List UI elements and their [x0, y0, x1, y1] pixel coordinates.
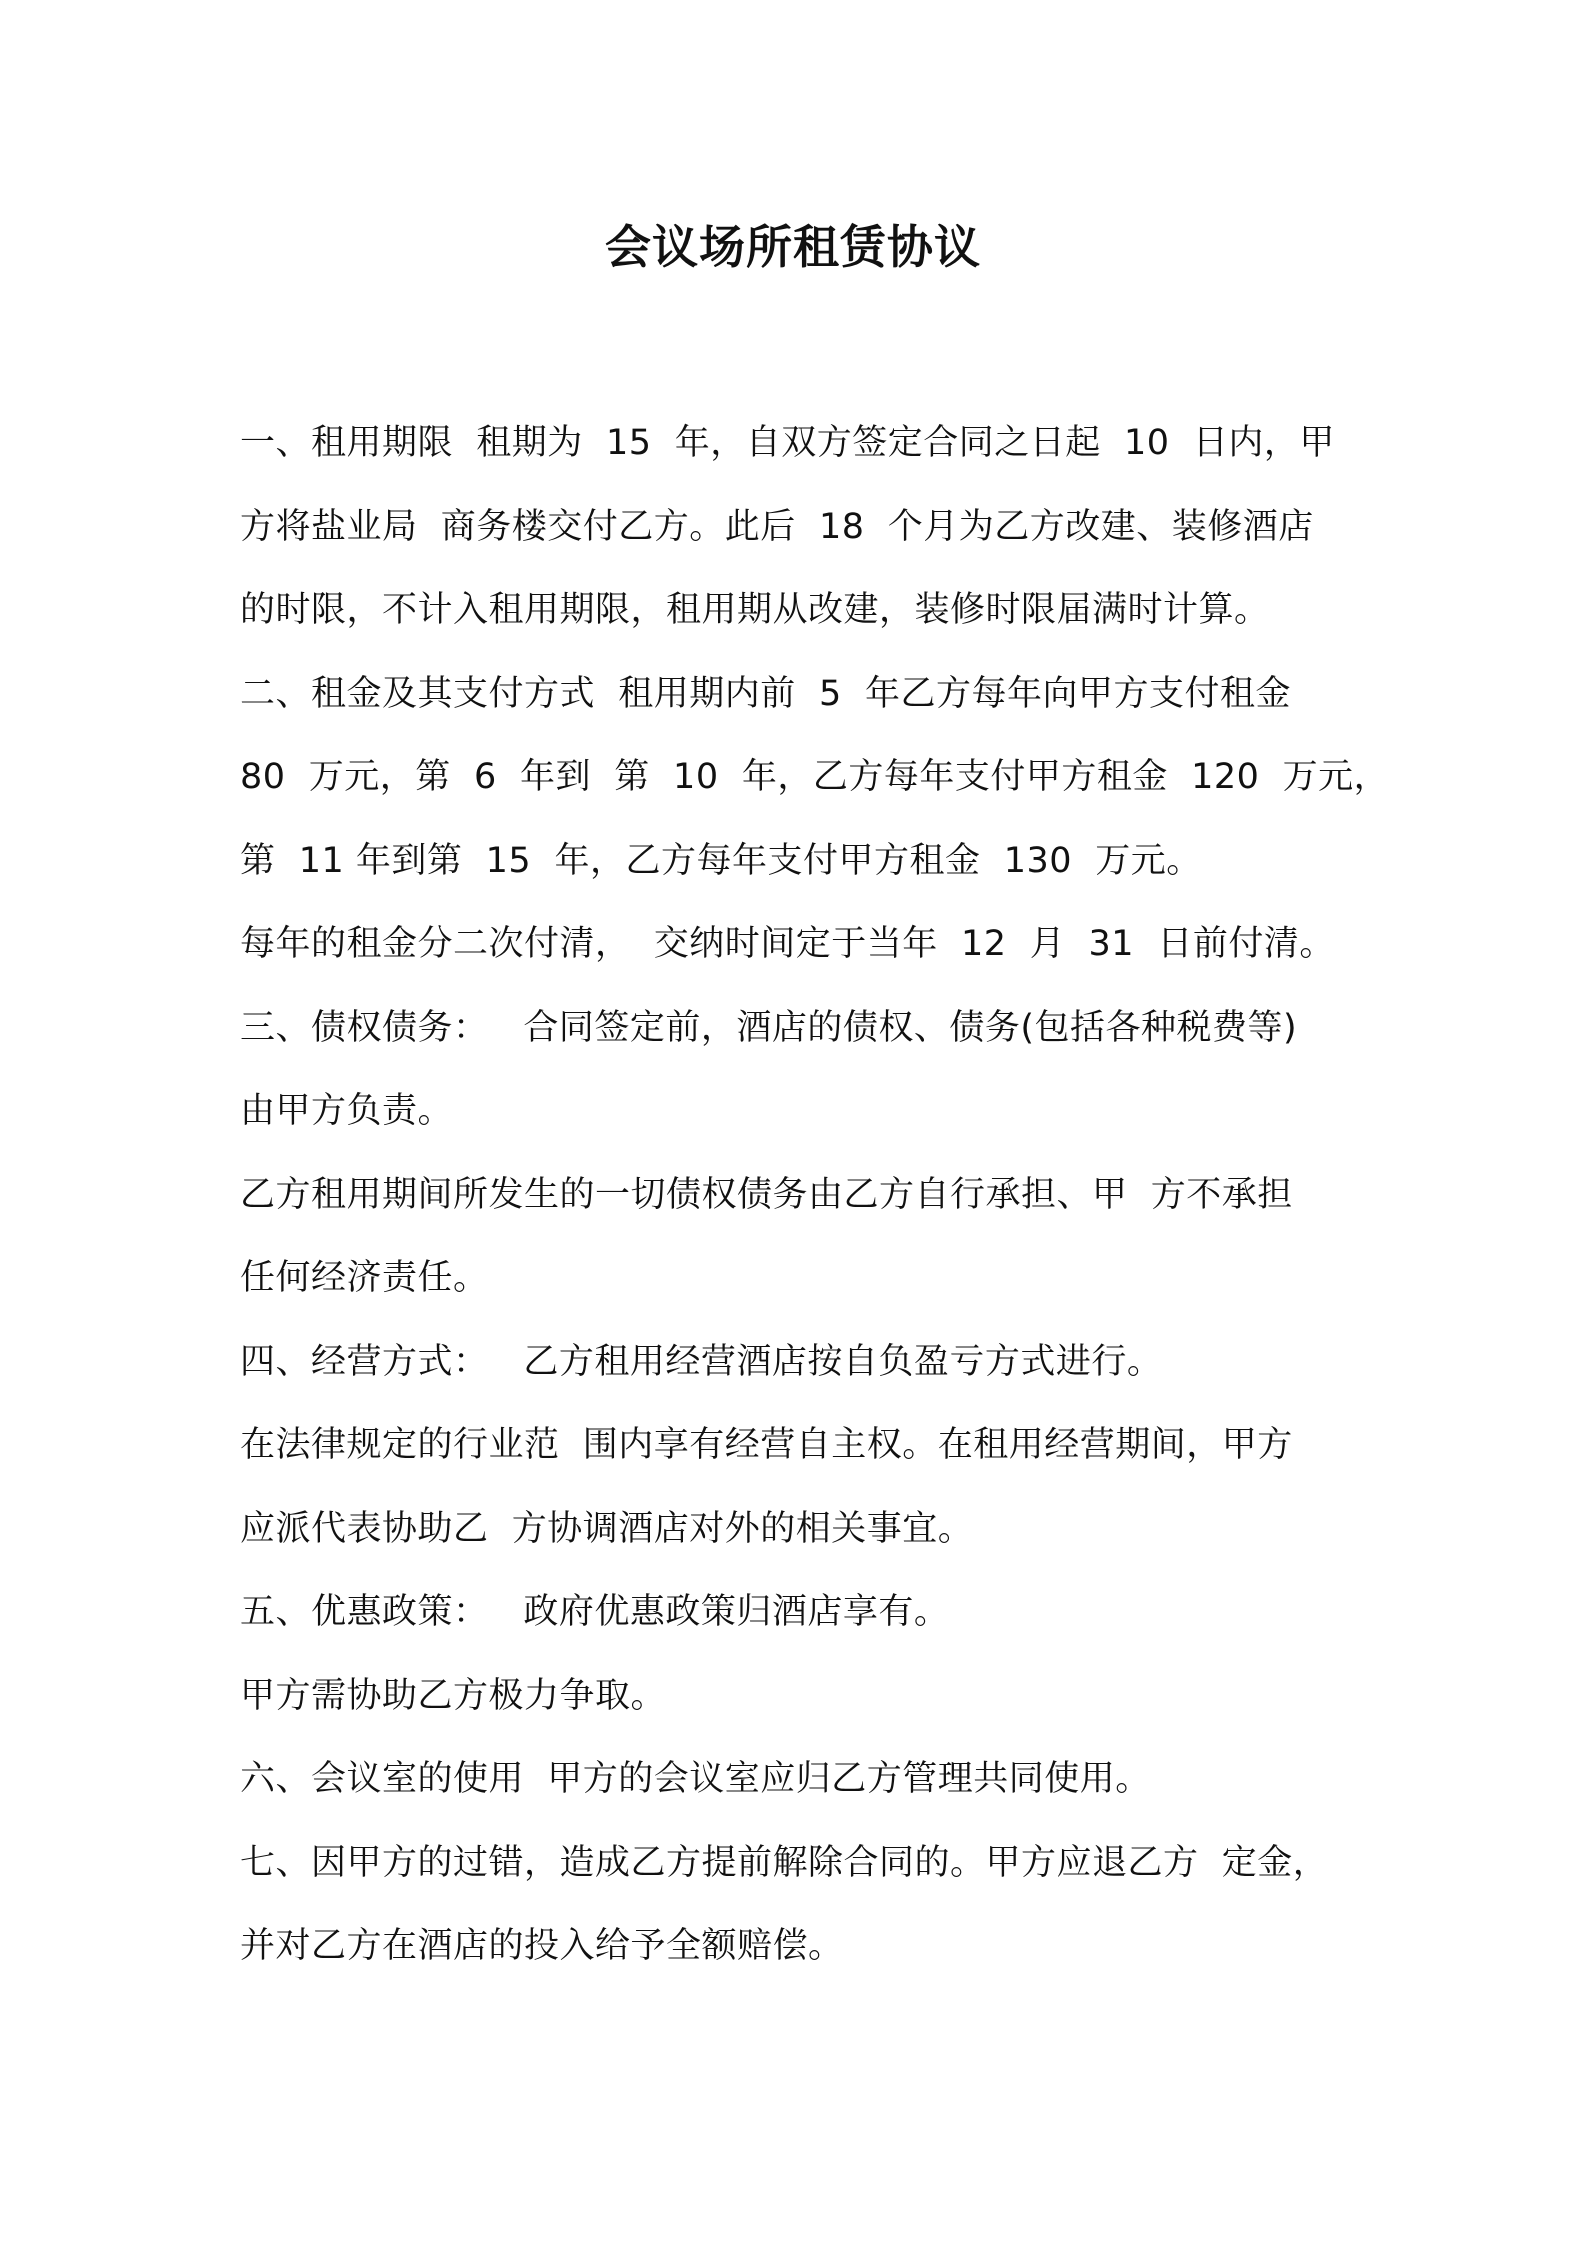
paragraph-line: 一、租用期限 租期为 15 年，自双方签定合同之日起 10 日内，甲 [240, 423, 1335, 463]
paragraph-line: 并对乙方在酒店的投入给予全额赔偿。 [240, 1926, 844, 1966]
paragraph-line: 七、因甲方的过错，造成乙方提前解除合同的。甲方应退乙方 定金， [240, 1842, 1329, 1883]
paragraph-line: 乙方租用期间所发生的一切债权债务由乙方自行承担、甲 方不承担 [240, 1174, 1293, 1215]
paragraph-line: 由甲方负责。 [240, 1091, 454, 1131]
paragraph-line: 第 11 年到第 15 年，乙方每年支付甲方租金 130 万元。 [240, 840, 1202, 881]
paragraph-line: 三、债权债务： 合同签定前，酒店的债权、债务(包括各种税费等) [240, 1007, 1298, 1048]
paragraph-line: 六、会议室的使用 甲方的会议室应归乙方管理共同使用。 [240, 1759, 1151, 1799]
paragraph-line: 五、优惠政策： 政府优惠政策归酒店享有。 [240, 1592, 950, 1632]
paragraph-line: 二、租金及其支付方式 租用期内前 5 年乙方每年向甲方支付租金 [240, 673, 1292, 714]
paragraph-line: 任何经济责任。 [240, 1258, 489, 1298]
paragraph-line: 应派代表协助乙 方协调酒店对外的相关事宜。 [240, 1508, 974, 1549]
paragraph-line: 的时限，不计入租用期限，租用期从改建，装修时限届满时计算。 [240, 590, 1270, 630]
paragraph-line: 在法律规定的行业范 围内享有经营自主权。在租用经营期间，甲方 [240, 1425, 1293, 1465]
paragraph-line: 每年的租金分二次付清， 交纳时间定于当年 12 月 31 日前付清。 [240, 924, 1335, 964]
document-title: 会议场所租赁协议 [605, 220, 981, 274]
paragraph-line: 80 万元，第 6 年到 第 10 年，乙方每年支付甲方租金 120 万元， [240, 757, 1390, 797]
paragraph-line: 方将盐业局 商务楼交付乙方。此后 18 个月为乙方改建、装修酒店 [240, 506, 1314, 547]
paragraph-line: 四、经营方式： 乙方租用经营酒店按自负盈亏方式进行。 [240, 1341, 1163, 1382]
paragraph-line: 甲方需协助乙方极力争取。 [240, 1675, 667, 1716]
document-body [240, 402, 1390, 1989]
